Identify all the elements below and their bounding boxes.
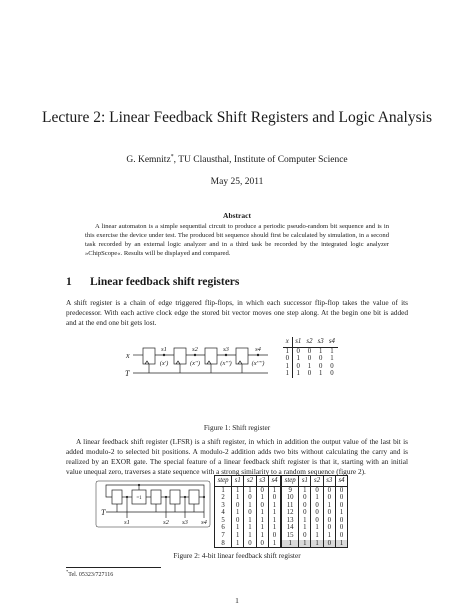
delay-label-4: (x'''') [251,360,265,367]
figure-1-caption: Figure 1: Shift register [203,423,271,432]
lfsr-stage-label-s3: s3 [182,519,188,526]
author-affiliation: , TU Clausthal, Institute of Computer Science [173,155,348,166]
table1-cell: 0 [330,370,334,378]
table2-cell: 15 [281,532,299,540]
flip-flop-1 [143,348,155,364]
footnote-rule [66,567,161,568]
table2-cell: 0 [335,494,347,502]
table1-cell: 0 [283,355,292,363]
table2-row [215,524,348,532]
table2-header: s2 [311,476,323,487]
table1-cell: 1 [296,355,300,363]
table2-cell: 1 [311,532,323,540]
table1-cell: 1 [330,347,334,355]
table2-cell: 7 [215,532,232,540]
lfsr-clock-label: T [101,508,106,517]
table2-cell: 1 [256,517,268,525]
table2-cell: 1 [299,540,311,548]
table2-cell: 1 [268,486,281,494]
table2-cell: 1 [299,524,311,532]
table1-row [283,370,338,378]
footnote-mark: * [66,569,69,574]
shift-register-table [283,337,338,378]
table2-cell: 0 [323,494,335,502]
table2-cell: 1 [268,540,281,548]
table2-row [215,509,348,517]
page-number: 1 [235,596,239,605]
table2-cell: 0 [268,494,281,502]
table2-cell: 1 [244,517,256,525]
table1-header: s4 [326,337,337,347]
table2-cell: 1 [299,517,311,525]
table2-cell: 0 [311,486,323,494]
table2-cell: 0 [232,502,244,510]
flip-flop-2 [174,348,186,364]
table2-cell: 0 [323,486,335,494]
table2-cell: 1 [244,524,256,532]
lfsr-state-table [214,475,348,548]
table2-cell: 1 [323,532,335,540]
xor-gate-label: =1 [136,496,142,501]
table1-cell: 0 [307,347,312,355]
table2-cell: 0 [335,524,347,532]
section-heading [66,276,239,288]
table2-row [215,486,348,494]
stage-label-s1: s1 [161,346,167,353]
table1-cell: 0 [318,355,323,363]
flip-flop-4 [236,348,248,364]
paragraph-shift-register: A shift register is a chain of edge triggered flip-flops, in which each successor flip-flop takes the value of its predecessor. With each active clock edge the stored bit vector moves one step along. At the begin one bit is added and at the end one bit gets lost. [66,298,408,328]
stage-label-s4: s4 [255,346,261,353]
table1-row [283,347,338,355]
table2-header: s3 [256,476,268,487]
table2-cell: 0 [299,509,311,517]
table2-cell: 1 [232,486,244,494]
paper-title: Lecture 2: Linear Feedback Shift Registers and Logic Analysis [42,109,432,126]
table2-cell: 1 [232,532,244,540]
table2-cell: 1 [244,532,256,540]
xor-gate-box [132,490,146,504]
table2-cell: 1 [268,509,281,517]
delay-label-1: (x') [159,360,169,367]
table2-cell: 4 [215,509,232,517]
table2-cell: 1 [268,517,281,525]
table2-cell: 1 [311,524,323,532]
table2-cell: 1 [268,524,281,532]
table1-cell: 1 [318,347,323,355]
lfsr-stage-label-s1: s1 [124,519,130,526]
abstract-text: A linear automaton is a simple sequential circuit to produce a periodic pseudo-random bit sequence and is in this exercise the device under test. The produced bit sequence should first be calculated by simulation, in a second task recorded by an external logic analyzer and in a third task be recorded by the integrated logic analyzer »ChipScope«. Results will be displayed and compared. [85,223,389,258]
table2-cell: 1 [215,486,232,494]
table1-cell: 0 [296,347,300,355]
stage-label-s3: s3 [223,346,229,353]
table2-cell: 1 [244,486,256,494]
table2-cell: 1 [256,524,268,532]
table2-cell: 1 [299,486,311,494]
table1-cell: 0 [307,355,312,363]
table2-cell: 1 [232,540,244,548]
footnote-text: Tel. 05323/727116 [68,572,114,578]
table1-cell: 1 [330,355,334,363]
table2-cell: 11 [281,502,299,510]
table2-cell: 0 [268,532,281,540]
section-title: Linear feedback shift registers [90,276,240,288]
clock-t-label: T [125,369,130,378]
table2-cell: 0 [244,494,256,502]
table1-cell: 1 [307,362,312,370]
table2-row [215,540,348,548]
table2-cell: 0 [244,540,256,548]
table1-header: x [283,337,292,347]
table2-cell: 14 [281,524,299,532]
author-line [0,154,474,165]
table1-cell: 0 [307,370,312,378]
table2-cell: 0 [256,486,268,494]
lfsr-flip-flop-3 [170,490,180,504]
input-x-label: x [126,351,130,360]
table2-cell: 1 [232,509,244,517]
table2-cell: 9 [281,486,299,494]
table2-cell: 0 [244,509,256,517]
flip-flop-3 [205,348,217,364]
table1-header: s3 [315,337,326,347]
table2-cell: 1 [268,502,281,510]
table2-cell: 3 [215,502,232,510]
table2-cell: 1 [323,502,335,510]
lfsr-flip-flop-1 [112,490,122,504]
table2-header: s3 [323,476,335,487]
table2-cell: 1 [232,524,244,532]
table2-row [215,502,348,510]
table2-header: s1 [232,476,244,487]
lfsr-stage-label-s4: s4 [201,519,207,526]
table2-cell: 0 [299,532,311,540]
lfsr-flip-flop-2 [151,490,161,504]
author-footnote-mark: * [170,154,174,160]
lfsr-stage-label-s2: s2 [163,519,169,526]
table2-header: s2 [244,476,256,487]
table1-header: s2 [304,337,315,347]
table2-cell: 5 [215,517,232,525]
table2-header: s4 [268,476,281,487]
table2-cell: 1 [244,502,256,510]
table2-cell: 0 [311,509,323,517]
paragraph-lfsr: A linear feedback shift register (LFSR) is a shift register, in which in addition the output value of the last bit is added modulo-2 to selected bit positions. A modulo-2 addition adds two bits without calculating the carry and is realized by an EXOR gate. The special feature of a linear feedback shift register is that it, starting with an initial value unequal zero, traverses a state sequence with a strong similarity to a random sequence (figure 2). [66,437,408,477]
lfsr-frame [96,481,210,527]
lfsr-flip-flop-4 [189,490,199,504]
feedback-path [106,485,204,497]
figure-2-caption: Figure 2: 4-bit linear feedback shift register [173,551,301,560]
delay-label-2: (x'') [190,360,200,367]
table2-cell: 1 [335,509,347,517]
table2-cell: 0 [311,517,323,525]
table2-row [215,517,348,525]
table1-row [283,355,338,363]
table2-cell: 0 [323,524,335,532]
table2-cell: 0 [335,502,347,510]
table2-header: s4 [335,476,347,487]
footnote [66,569,113,578]
section-number: 1 [66,276,72,288]
table2-cell: 1 [311,494,323,502]
table2-cell: 2 [215,494,232,502]
table2-header: s1 [299,476,311,487]
author-name: G. Kemnitz [126,155,171,166]
table2-cell: 0 [335,517,347,525]
table2-cell: 1 [335,540,347,548]
table2-cell: 0 [232,517,244,525]
table1-cell: 0 [330,362,334,370]
table2-cell: 0 [256,502,268,510]
table2-cell: 1 [311,540,323,548]
table2-cell: 8 [215,540,232,548]
table2-row [215,494,348,502]
table1-row [283,363,338,371]
table1-header: s1 [292,337,304,347]
table2-header: step [281,476,299,487]
table1-cell: 1 [283,363,292,371]
table2-row [215,532,348,540]
delay-label-3: (x''') [220,360,232,367]
table2-cell: 1 [256,509,268,517]
table1-cell: 1 [283,347,292,355]
table2-cell: 10 [281,494,299,502]
table2-cell: 1 [256,494,268,502]
table2-cell: 1 [256,532,268,540]
table2-cell: 0 [335,486,347,494]
table2-cell: 12 [281,509,299,517]
table2-cell: 1 [232,494,244,502]
paper-date: May 25, 2011 [210,177,264,187]
table2-cell: 0 [256,540,268,548]
table1-cell: 0 [296,362,300,370]
table2-cell: 0 [335,532,347,540]
table1-cell: 1 [283,370,292,378]
table2-cell: 6 [215,524,232,532]
table1-cell: 1 [296,370,300,378]
abstract-heading: Abstract [223,211,251,220]
table2-cell: 0 [323,517,335,525]
stage-label-s2: s2 [192,346,198,353]
table2-header: step [215,476,232,487]
table2-cell: 13 [281,517,299,525]
table2-cell: 1 [281,540,299,548]
table1-cell: 1 [318,370,323,378]
table2-cell: 0 [323,509,335,517]
table2-cell: 0 [311,502,323,510]
table1-cell: 0 [318,362,323,370]
table2-cell: 0 [323,540,335,548]
table2-cell: 0 [299,494,311,502]
table2-cell: 0 [299,502,311,510]
